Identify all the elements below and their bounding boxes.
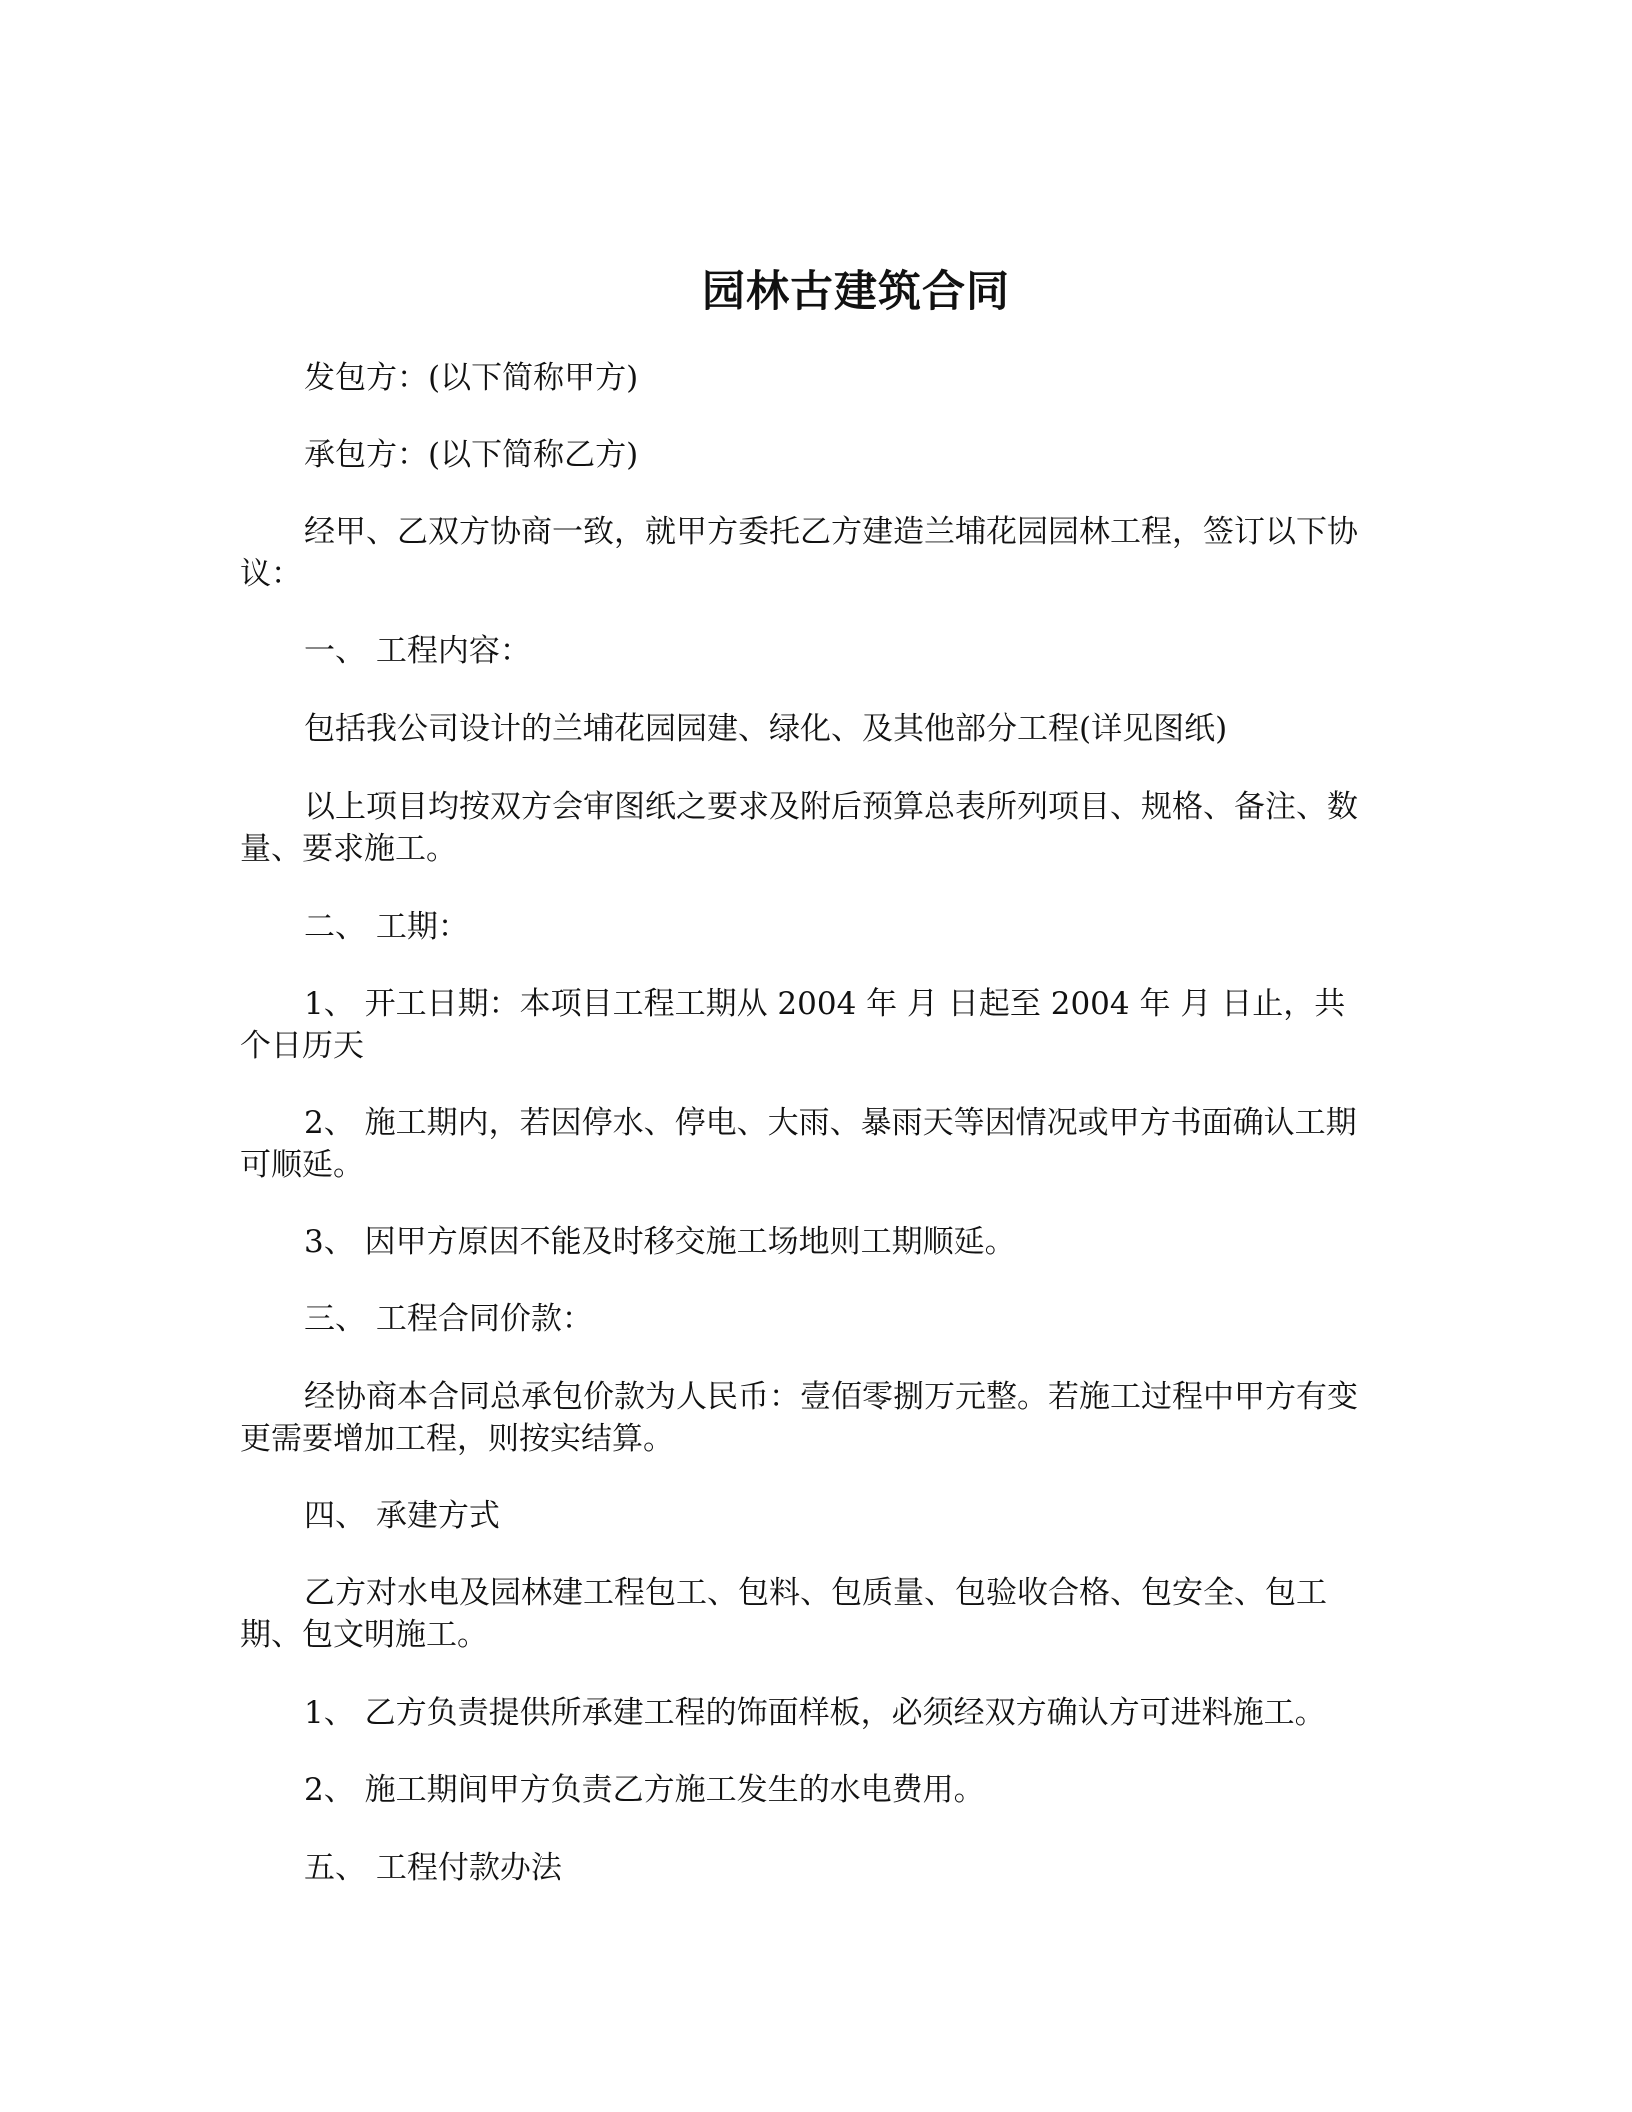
section-heading-construction-method: 四、 承建方式 [304,1498,500,1534]
paragraph-scope-detail: 包括我公司设计的兰埔花园园建、绿化、及其他部分工程(详见图纸) [304,711,1228,747]
section-heading-payment: 五、 工程付款办法 [304,1850,562,1886]
paragraph-construction-method: 乙方对水电及园林建工程包工、包料、包质量、包验收合格、包安全、包工期、包文明施工。 [240,1575,1327,1653]
paragraph-agreement-intro: 经甲、乙双方协商一致，就甲方委托乙方建造兰埔花园园林工程，签订以下协议： [240,514,1358,592]
paragraph-schedule-extension: 2、 施工期内，若因停水、停电、大雨、暴雨天等因情况或甲方书面确认工期可顺延。 [240,1105,1357,1183]
section-heading-schedule: 二、 工期： [304,909,469,945]
paragraph-scope-requirements: 以上项目均按双方会审图纸之要求及附后预算总表所列项目、规格、备注、数量、要求施工。 [240,789,1358,867]
paragraph-schedule-dates: 1、 开工日期：本项目工程工期从 2004 年 月 日起至 2004 年 月 日止，共 个日历天 [240,986,1346,1064]
paragraph-contractee: 承包方：(以下简称乙方) [304,437,639,473]
paragraph-samples: 1、 乙方负责提供所承建工程的饰面样板，必须经双方确认方可进料施工。 [304,1695,1326,1731]
section-heading-price: 三、 工程合同价款： [304,1301,593,1337]
paragraph-price-detail: 经协商本合同总承包价款为人民币：壹佰零捌万元整。若施工过程中甲方有变更需要增加工程，则按实结算。 [240,1379,1358,1457]
document-title: 园林古建筑合同 [702,267,1010,317]
paragraph-utility-fees: 2、 施工期间甲方负责乙方施工发生的水电费用。 [304,1772,985,1808]
section-heading-scope: 一、 工程内容： [304,633,531,669]
paragraph-schedule-site-delay: 3、 因甲方原因不能及时移交施工场地则工期顺延。 [304,1224,1016,1260]
paragraph-contractor: 发包方：(以下简称甲方) [304,360,639,396]
